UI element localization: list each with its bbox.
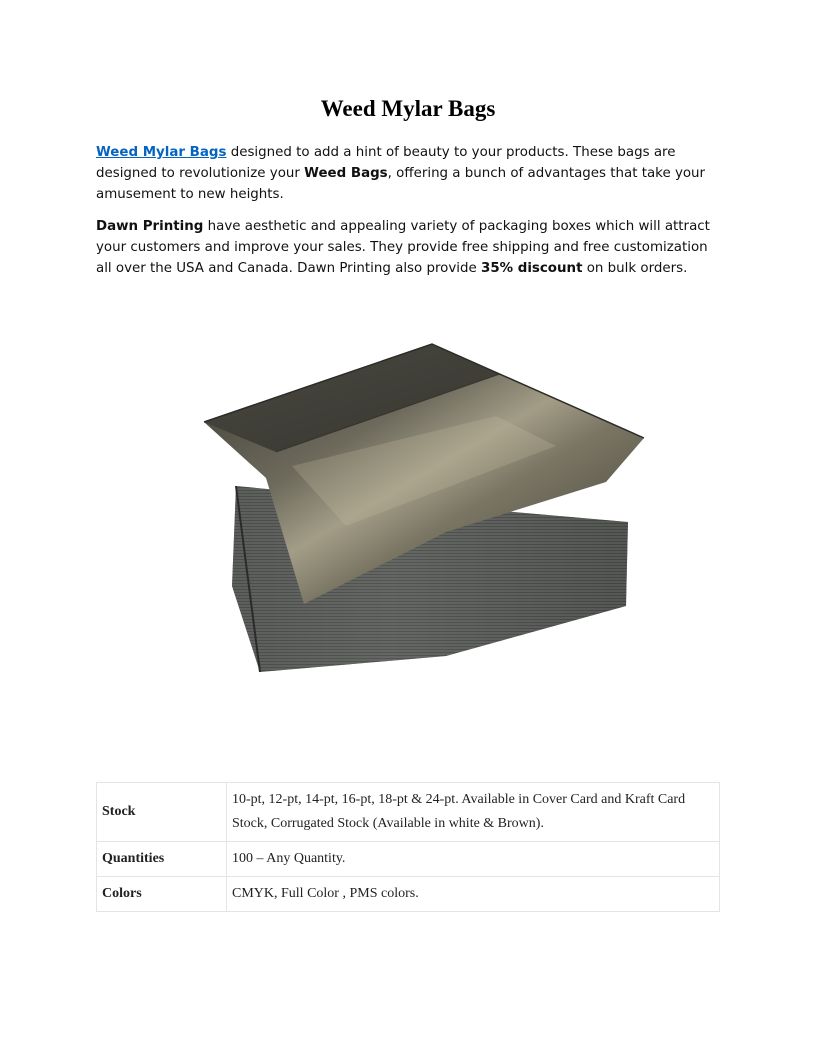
- weed-mylar-bags-link[interactable]: Weed Mylar Bags: [96, 145, 227, 160]
- spec-label: Quantities: [97, 842, 227, 877]
- spec-value: CMYK, Full Color , PMS colors.: [227, 877, 720, 912]
- spec-label: Colors: [97, 877, 227, 912]
- intro-text-a: designed to add a hint of beauty to your products. These bags are designed to revolutionize your: [96, 145, 676, 181]
- mylar-bags-product-image: [196, 336, 648, 676]
- table-row: [97, 877, 720, 912]
- brand-name: Dawn Printing: [96, 219, 204, 234]
- brand-paragraph: [96, 217, 720, 279]
- spec-value: 100 – Any Quantity.: [227, 842, 720, 877]
- page-title: Weed Mylar Bags: [320, 96, 496, 121]
- brand-text-a: have aesthetic and appealing variety of packaging boxes which will attract your customers and improve your sales. They provide free shipping and free customization all over the USA and Canada. Dawn Printing also provide: [96, 219, 710, 276]
- intro-bold-weed-bags: Weed Bags: [304, 165, 388, 181]
- spec-value: 10-pt, 12-pt, 14-pt, 16-pt, 18-pt & 24-pt. Available in Cover Card and Kraft Card Stock, Corrugated Stock (Available in white & Brown).: [227, 783, 720, 842]
- specs-table: [96, 782, 720, 912]
- brand-text-b: on bulk orders.: [582, 260, 688, 276]
- intro-text-b: , offering a bunch of advantages that take your amusement to new heights.: [96, 165, 706, 202]
- discount-text: 35% discount: [481, 260, 583, 276]
- spec-label: Stock: [97, 783, 227, 842]
- intro-paragraph: [96, 143, 720, 205]
- table-row: [97, 783, 720, 842]
- table-row: [97, 842, 720, 877]
